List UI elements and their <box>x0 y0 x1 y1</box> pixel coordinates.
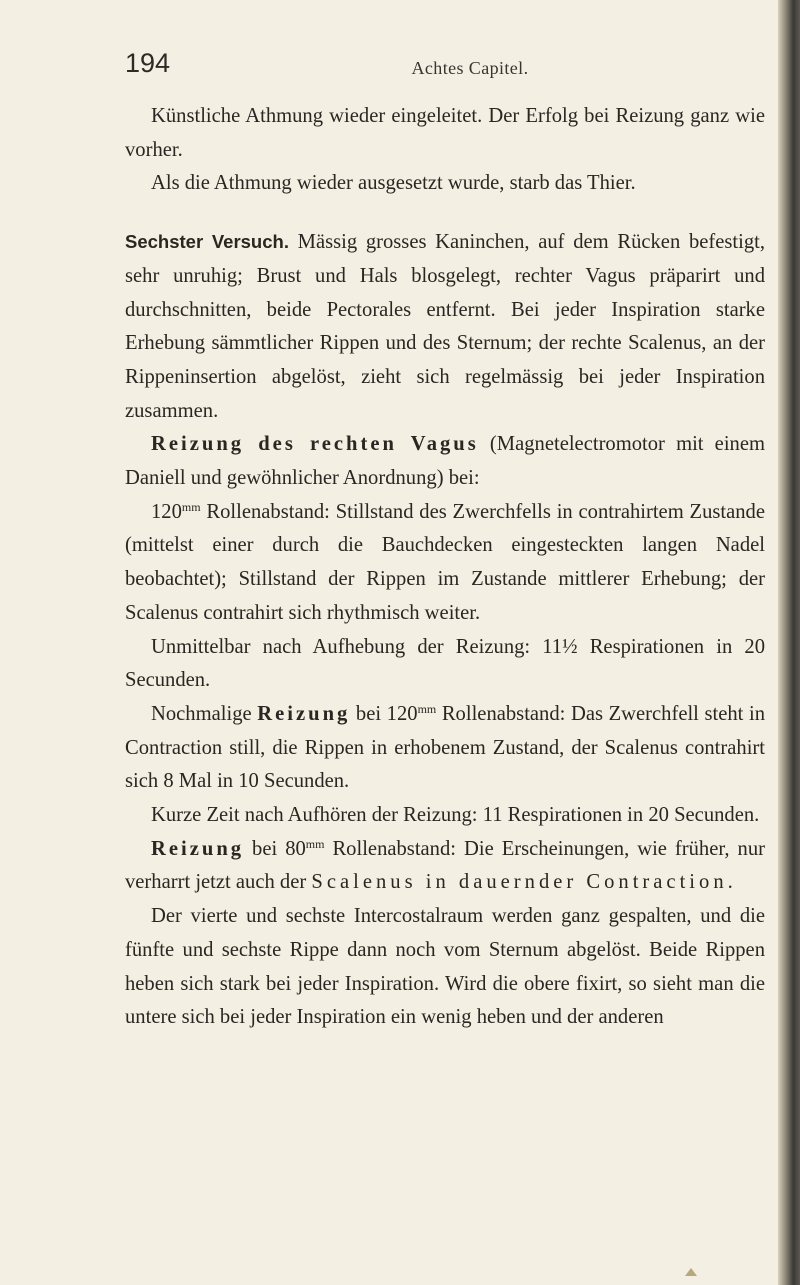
printer-mark <box>685 1268 697 1276</box>
text-body <box>125 100 765 1035</box>
binding-edge <box>778 0 800 1285</box>
paragraph: Der vierte und sechste Intercostalraum werden ganz gespalten, und die fünfte und sechste Rippe dann noch vom Sternum abgelöst. Beide Rippen heben sich stark bei jeder Inspiration. Wird die obere fixirt, so sieht man die untere sich bei jeder Inspiration ein wenig heben und der anderen <box>125 905 765 1029</box>
measure-unit: mm <box>305 836 325 851</box>
paragraph-text: Rollenabstand: Das Zwerchfell steht in Contraction still, die Rippen in erhobenem Zustand, der Scalenus contrahirt sich 8 Mal in 10 Secunden. <box>125 702 765 793</box>
page-header <box>125 48 765 88</box>
emphasis-spaced: Reizung des rechten Vagus <box>151 433 479 456</box>
paragraph <box>125 698 765 799</box>
paragraph-text: . <box>727 871 733 894</box>
measure-value: 120 <box>151 500 182 523</box>
paragraph <box>125 428 765 495</box>
paragraph: Als die Athmung wieder ausgesetzt wurde, starb das Thier. <box>151 172 636 195</box>
emphasis-spaced: Reizung <box>151 837 245 860</box>
section-heading: Sechster Versuch. <box>125 231 289 253</box>
paragraph-text: Mässig grosses Kaninchen, auf dem Rücken befestigt, sehr unruhig; Brust und Hals blosgelegt, rechter Vagus präparirt und durchschnitten, beide Pectorales entfernt. Bei jeder Inspiration starke Erhebung sämmtlicher Rippen und des Sternum; der rechte Scalenus, an der Rippeninsertion abgelöst, zieht sich regelmässig bei jeder Inspiration zusammen. <box>125 231 765 422</box>
emphasis-spaced: Reizung <box>257 702 351 725</box>
paragraph: Unmittelbar nach Aufhebung der Reizung: 11½ Respirationen in 20 Secunden. <box>125 635 765 692</box>
paragraph-text: bei 120 <box>350 702 418 725</box>
running-title: Achtes Capitel. <box>411 58 529 78</box>
paragraph <box>125 833 765 900</box>
emphasis-spaced: Scalenus in dauernder Contraction <box>311 871 728 894</box>
paragraph: Künstliche Athmung wieder eingeleitet. Der Erfolg bei Reizung ganz wie vorher. <box>125 105 765 161</box>
paragraph-text: Rollenabstand: Die Erscheinungen, wie früher, nur verharrt jetzt auch der <box>125 837 765 894</box>
measure-unit: mm <box>417 701 437 716</box>
paragraph-text: Rollenabstand: Stillstand des Zwerchfells in contrahirtem Zustande (mittelst einer durch die Bauchdecken eingesteckten langen Nadel beobachtet); Stillstand der Rippen im Zustande mittlerer Erhebung; der Scalenus contrahirt sich rhythmisch weiter. <box>125 500 765 624</box>
paragraph-text: (Magnetelectromotor mit einem Daniell und gewöhnlicher Anordnung) bei: <box>125 433 765 490</box>
paragraph-text: Nochmalige <box>151 702 258 725</box>
paragraph-experiment-six <box>125 225 765 428</box>
page-number: 194 <box>125 48 171 78</box>
paragraph-text: bei 80 <box>244 837 306 860</box>
paragraph: Kurze Zeit nach Aufhören der Reizung: 11 Respirationen in 20 Secunden. <box>151 804 760 827</box>
paragraph <box>125 496 765 631</box>
measure-unit: mm <box>181 499 201 514</box>
